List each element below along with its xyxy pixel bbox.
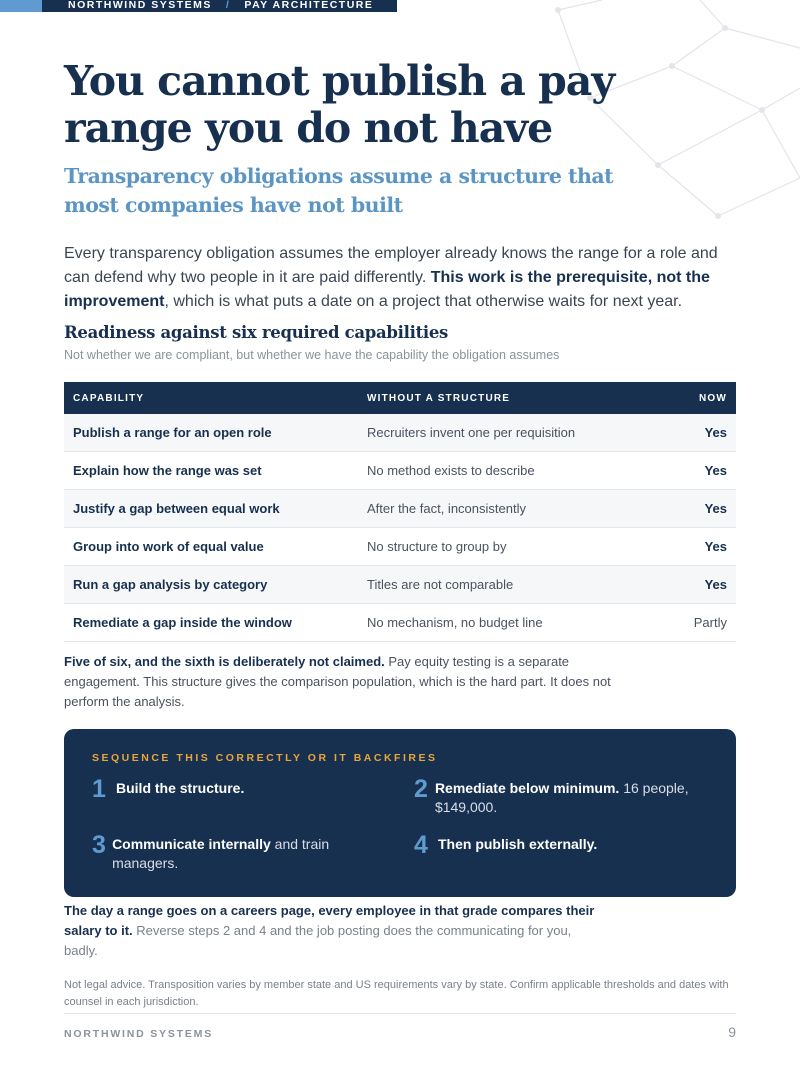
- footer-company: NORTHWIND SYSTEMS: [64, 1028, 214, 1040]
- step-number: 4: [414, 831, 428, 859]
- readiness-subtitle: Not whether we are compliant, but whether we have the capability the obligation assumes: [64, 348, 560, 362]
- footer-divider: [64, 1013, 736, 1014]
- sequence-step-3: [92, 831, 352, 873]
- table-row: [64, 528, 736, 566]
- now-cell: Yes: [704, 501, 727, 516]
- capability-cell: Justify a gap between equal work: [73, 501, 280, 516]
- table-header: [64, 382, 736, 414]
- header-bar: [0, 0, 397, 12]
- warning-text: Reverse steps 2 and 4 and the job posting does the communicating for you, badly.: [64, 923, 572, 958]
- intro-text-2: , which is what puts a date on a project that otherwise waits for next year.: [164, 293, 683, 310]
- without-cell: Recruiters invent one per requisition: [367, 425, 576, 440]
- step-number: 3: [92, 831, 106, 859]
- capability-cell: Explain how the range was set: [73, 463, 262, 478]
- intro-paragraph: [64, 242, 736, 314]
- header-breadcrumb: [42, 0, 397, 12]
- warning-paragraph: [64, 901, 604, 961]
- now-cell: Yes: [704, 463, 727, 478]
- without-cell: No mechanism, no budget line: [367, 615, 543, 630]
- note-text: Pay equity testing is a separate engagement. This structure gives the comparison population, which is the hard part. It does not perform the analysis.: [64, 654, 611, 709]
- capability-cell: Publish a range for an open role: [73, 425, 272, 440]
- now-cell: Yes: [704, 425, 727, 440]
- intro-bold: This work is the prerequisite, not the improvement: [64, 269, 710, 310]
- table-row: [64, 414, 736, 452]
- header-separator: /: [225, 0, 231, 11]
- step-text: [438, 831, 597, 854]
- step-bold: Build the structure.: [116, 780, 245, 796]
- step-number: 1: [92, 775, 106, 803]
- page-title: You cannot publish a pay range you do not have: [64, 57, 615, 152]
- table-row: [64, 604, 736, 642]
- step-detail: and train managers.: [112, 836, 330, 871]
- readiness-note: [64, 652, 620, 712]
- readiness-table: [64, 382, 736, 642]
- step-bold: Then publish externally.: [438, 836, 598, 852]
- without-cell: No method exists to describe: [367, 463, 535, 478]
- table-row: [64, 490, 736, 528]
- now-cell: Yes: [704, 577, 727, 592]
- step-text: [112, 831, 352, 873]
- warning-bold: The day a range goes on a careers page, every employee in that grade compares their salary to it.: [64, 903, 595, 938]
- sequence-panel: [64, 729, 736, 897]
- without-cell: No structure to group by: [367, 539, 507, 554]
- sequence-step-1: [92, 775, 382, 803]
- now-cell: Partly: [693, 615, 727, 630]
- page-subtitle: Transparency obligations assume a structure that most companies have not built: [64, 164, 614, 217]
- header-accent-block: [0, 0, 42, 12]
- note-bold: Five of six, and the sixth is deliberately not claimed.: [64, 654, 385, 669]
- now-cell: Yes: [704, 539, 727, 554]
- sequence-step-4: [414, 831, 714, 859]
- header-section: PAY ARCHITECTURE: [244, 0, 374, 11]
- table-body: [64, 414, 736, 642]
- step-bold: Communicate internally: [112, 836, 271, 852]
- step-text: [435, 775, 714, 817]
- legal-disclaimer: Not legal advice. Transposition varies by member state and US requirements vary by state. Confirm applicable thresholds and dates with counsel in each jurisdiction.: [64, 979, 729, 1008]
- table-row: [64, 452, 736, 490]
- without-cell: After the fact, inconsistently: [367, 501, 526, 516]
- sequence-label: SEQUENCE THIS CORRECTLY OR IT BACKFIRES: [92, 752, 438, 764]
- column-header-capability: CAPABILITY: [73, 392, 145, 404]
- capability-cell: Group into work of equal value: [73, 539, 264, 554]
- sequence-step-2: [414, 775, 714, 817]
- step-number: 2: [414, 775, 428, 803]
- step-bold: Remediate below minimum.: [434, 780, 620, 796]
- step-text: [116, 775, 244, 798]
- capability-cell: Run a gap analysis by category: [73, 577, 268, 592]
- readiness-title: Readiness against six required capabilities: [64, 323, 449, 342]
- column-header-now: NOW: [698, 392, 727, 404]
- page-number: 9: [728, 1024, 736, 1040]
- column-header-without: WITHOUT A STRUCTURE: [367, 392, 511, 404]
- capability-cell: Remediate a gap inside the window: [73, 615, 292, 630]
- header-company: NORTHWIND SYSTEMS: [68, 0, 212, 11]
- table-row: [64, 566, 736, 604]
- intro-text-1: Every transparency obligation assumes the employer already knows the range for a role and can defend why two people in it are paid differently.: [64, 245, 718, 286]
- step-detail: 16 people, $149,000.: [434, 780, 689, 815]
- without-cell: Titles are not comparable: [367, 577, 514, 592]
